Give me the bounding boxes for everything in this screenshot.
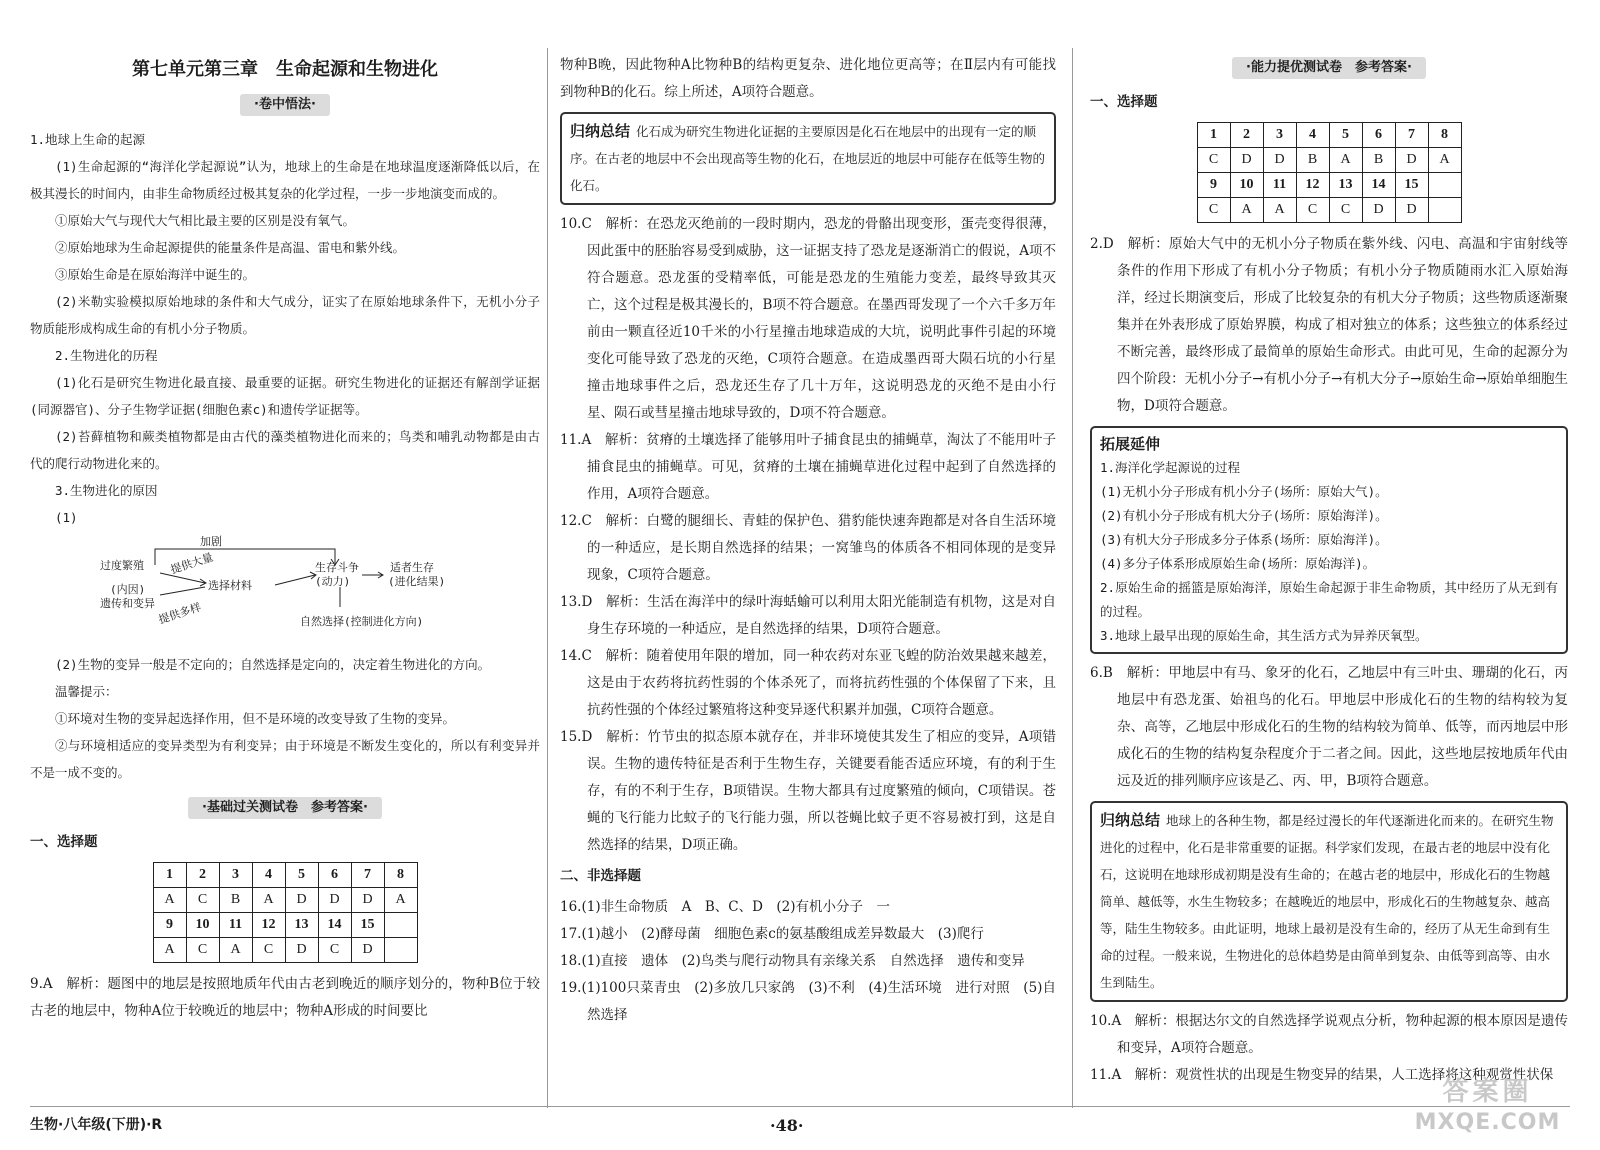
footer-divider xyxy=(30,1106,1570,1107)
table-row: 9 10 11 12 13 14 15 xyxy=(153,913,417,938)
table-row: 9 10 11 12 13 14 15 xyxy=(1197,173,1461,198)
answer-2: 2.D 解析：原始大气中的无机小分子物质在紫外线、闪电、高温和宇宙射线等条件的作用下形成了有机小分子物质；有机小分子物质随雨水汇入原始海洋，经过长期演变后，形成了比较复杂的有机大分子物质；这些物质逐渐聚集并在外表形成了原始界膜，构成了相对独立的体系；这些独立的体系经过不断完善，最终形成了最简单的原始生命形式。由此可见，生命的起源分为四个阶段：无机小分子→有机小分子→有机大分子→原始生命→原始单细胞生物，D项符合题意。 xyxy=(1090,236,1568,414)
diagram-selection-material: 选择材料 xyxy=(208,579,252,592)
right-column xyxy=(1090,52,1568,1089)
tip-heading: 温馨提示： xyxy=(55,684,118,699)
answer-19: 19.(1)100只菜青虫 (2)多放几只家鸽 (3)不利 (4)生活环境 进行对照 (5)自然选择 xyxy=(560,980,1056,1023)
extension-line-6: 2.原始生命的摇篮是原始海洋，原始生命起源于非生命物质，其中经历了从无到有的过程。 xyxy=(1100,580,1558,619)
section-pill-juanzhong: ·卷中悟法· xyxy=(30,91,540,118)
section-choice-2: 一、选择题 xyxy=(1090,94,1158,110)
diagram-provide-diverse: 提供多样 xyxy=(156,600,203,627)
table-row: A C A C D C D xyxy=(153,938,417,963)
text-plant-animal-origin: (2)苔藓植物和蕨类植物都是由古代的藻类植物进化而来的；鸟类和哺乳动物都是由古代的爬行动物进化来的。 xyxy=(30,429,540,471)
diagram-natural-selection: 自然选择(控制进化方向) xyxy=(300,615,424,628)
section-choice-1: 一、选择题 xyxy=(30,834,98,850)
diagram-struggle: 生存斗争 xyxy=(315,561,359,574)
section-nonchoice: 二、非选择题 xyxy=(560,868,641,884)
section-pill-ability-test: ·能力提优测试卷 参考答案· xyxy=(1090,54,1568,81)
answer-12: 12.C 解析：白鹭的腿细长、青蛙的保护色、猎豹能快速奔跑都是对各自生活环境的一种适应，是长期自然选择的结果；一窝雏鸟的体质各不相同体现的是变异现象，C项符合题意。 xyxy=(560,513,1056,583)
summary-box-evolution xyxy=(1090,801,1568,1002)
answer-11-ability: 11.A 解析：观赏性状的出现是生物变异的结果，人工选择将这种观赏性状保 xyxy=(1090,1067,1554,1083)
watermark-text-cn: 答案圈 xyxy=(1442,1077,1533,1107)
extension-line-2: (1)无机小分子形成有机小分子(场所：原始大气)。 xyxy=(1100,484,1388,499)
extension-line-4: (3)有机大分子形成多分子体系(场所：原始海洋)。 xyxy=(1100,532,1388,547)
diagram-internal-cause: (内因) xyxy=(110,583,146,596)
watermark-text-url: MXQE.COM xyxy=(1414,1110,1561,1135)
extension-line-1: 1.海洋化学起源说的过程 xyxy=(1100,460,1241,475)
answer-10-ability: 10.A 解析：根据达尔文的自然选择学说观点分析，物种起源的根本原因是遗传和变异，A项符合题意。 xyxy=(1090,1013,1568,1056)
diagram-over-reproduction: 过度繁殖 xyxy=(100,559,144,572)
diagram-jiaju: 加剧 xyxy=(200,535,222,548)
table-row: 1 2 3 4 5 6 7 8 xyxy=(153,863,417,888)
answer-18: 18.(1)直接 遗体 (2)鸟类与爬行动物具有亲缘关系 自然选择 遗传和变异 xyxy=(560,953,1025,969)
answer-table-basic xyxy=(153,862,418,963)
text-variation-direction: (2)生物的变异一般是不定向的；自然选择是定向的，决定着生物进化的方向。 xyxy=(55,657,491,672)
tip-1: ①环境对生物的变异起选择作用，但不是环境的改变导致了生物的变异。 xyxy=(55,711,456,726)
heading-evolution-cause: 3.生物进化的原因 xyxy=(55,483,158,498)
natural-selection-diagram xyxy=(100,535,520,645)
answer-14: 14.C 解析：随着使用年限的增加，同一种农药对东亚飞蝗的防治效果越来越差，这是由于农药将抗药性弱的个体杀死了，而将抗药性强的个体保留了下来，且抗药性强的个体经过繁殖将这种变异逐代积累并加强，C项符合题意。 xyxy=(560,648,1056,718)
table-row: C A A C C D D xyxy=(1197,198,1461,223)
diagram-evolution-result: (进化结果) xyxy=(388,575,446,588)
answer-10: 10.C 解析：在恐龙灭绝前的一段时期内，恐龙的骨骼出现变形，蛋壳变得很薄，因此蛋中的胚胎容易受到威胁，这一证据支持了恐龙是逐渐消亡的假说，A项不符合题意。恐龙蛋的受精率低，可能是恐龙的生殖能力变差，最终导致其灭亡，这个过程是极其漫长的，B项不符合题意。在墨西哥发现了一个六千多万年前由一颗直径近10千米的小行星撞击地球造成的大坑，说明此事件引起的环境变化可能导致了恐龙的灭绝，C项符合题意。在造成墨西哥大陨石坑的小行星撞击地球事件之后，恐龙还生存了几十万年，这说明恐龙的灭绝不是由小行星、陨石或彗星撞击地球导致的，D项不符合题意。 xyxy=(560,216,1056,421)
table-row: C D D B A B D A xyxy=(1197,148,1461,173)
summary-box-text-2: 地球上的各种生物，都是经过漫长的年代逐渐进化而来的。在研究生物进化的过程中，化石是非常重要的证据。科学家们发现，在最古老的地层中没有化石，这说明在地球形成初期是没有生命的；在越古老的地层中，形成化石的生物越简单、越低等，水生生物较多；在越晚近的地层中，形成化石的生物越复杂、越高等，陆生生物较多。由此证明，地球上最初是没有生命的，经历了从无生命到有生命的过程。一般来说，生物进化的总体趋势是由简单到复杂、由低等到高等、由水生到陆生。 xyxy=(1100,813,1554,990)
heading-evolution-history: 2.生物进化的历程 xyxy=(55,348,158,363)
column-divider-2 xyxy=(1072,48,1073,1108)
extension-title: 拓展延伸 xyxy=(1100,435,1161,453)
diagram-heredity-variation: 遗传和变异 xyxy=(100,597,155,610)
text-point-2: ②原始地球为生命起源提供的能量条件是高温、雷电和紫外线。 xyxy=(55,240,406,255)
page-number: ·48· xyxy=(770,1116,804,1135)
heading-origin: 1.地球上生命的起源 xyxy=(30,132,146,147)
summary-box-title: 归纳总结 xyxy=(570,122,631,140)
section-pill-basic-test: ·基础过关测试卷 参考答案· xyxy=(30,794,540,821)
diagram-survival-fittest: 适者生存 xyxy=(390,561,434,574)
answer-9: 9.A 解析：题图中的地层是按照地质年代由古老到晚近的顺序划分的，物种B位于较古老的地层中，物种A位于较晚近的地层中；物种A形成的时间要比 xyxy=(30,976,540,1019)
middle-column xyxy=(560,52,1056,1029)
summary-box-title-2: 归纳总结 xyxy=(1100,811,1161,829)
extension-line-5: (4)多分子体系形成原始生命(场所：原始海洋)。 xyxy=(1100,556,1376,571)
summary-box-fossil xyxy=(560,112,1056,205)
diagram-driving-force: (动力) xyxy=(315,575,351,588)
answer-13: 13.D 解析：生活在海洋中的绿叶海蛞蝓可以利用太阳光能制造有机物，这是对自身生存环境的一种适应，是自然选择的结果，D项符合题意。 xyxy=(560,594,1056,637)
answer-17: 17.(1)越小 (2)酵母菌 细胞色素c的氨基酸组成差异数最大 (3)爬行 xyxy=(560,926,984,942)
answer-11: 11.A 解析：贫瘠的土壤选择了能够用叶子捕食昆虫的捕蝇草，淘汰了不能用叶子捕食昆虫的捕蝇草。可见，贫瘠的土壤在捕蝇草进化过程中起到了自然选择的作用，A项符合题意。 xyxy=(560,432,1056,502)
column-divider-1 xyxy=(547,48,548,1108)
answer-6: 6.B 解析：甲地层中有马、象牙的化石，乙地层中有三叶虫、珊瑚的化石，丙地层中有恐龙蛋、始祖鸟的化石。甲地层中形成化石的生物的结构较为复杂、高等，乙地层中形成化石的生物的结构较为简单、低等，而丙地层中形成化石的生物的结构复杂程度介于二者之间。因此，这些地层按地质年代由远及近的排列顺序应该是乙、丙、甲，B项符合题意。 xyxy=(1090,665,1568,789)
answer-table-ability xyxy=(1197,122,1462,223)
table-row: A C B A D D D A xyxy=(153,888,417,913)
text-ocean-theory: (1)生命起源的“海洋化学起源说”认为，地球上的生命是在地球温度逐渐降低以后，在极其漫长的时间内，由非生命物质经过极其复杂的化学过程，一步一步地演变而成的。 xyxy=(30,159,540,201)
left-column xyxy=(30,50,540,1025)
text-fossil-evidence: (1)化石是研究生物进化最直接、最重要的证据。研究生物进化的证据还有解剖学证据(同源器官)、分子生物学证据(细胞色素c)和遗传学证据等。 xyxy=(30,375,540,417)
answer-16: 16.(1)非生命物质 A B、C、D (2)有机小分子 一 xyxy=(560,899,891,915)
answer-15: 15.D 解析：竹节虫的拟态原本就存在，并非环境使其发生了相应的变异，A项错误。生物的遗传特征是否利于生物生存，关键要看能否适应环境，有的利于生存，有的不利于生存，B项错误。生物大都具有过度繁殖的倾向，C项错误。苍蝇的飞行能力比蚊子的飞行能力强，所以苍蝇比蚊子更不容易被打到，这是自然选择的结果，D项正确。 xyxy=(560,729,1056,853)
diagram-provide-large: 提供大量 xyxy=(168,550,215,577)
text-miller: (2)米勒实验模拟原始地球的条件和大气成分，证实了在原始地球条件下，无机小分子物质能形成构成生命的有机小分子物质。 xyxy=(30,294,540,336)
answer-9-continued: 物种B晚，因此物种A比物种B的结构更复杂、进化地位更高等；在Ⅱ层内有可能找到物种B的化石。综上所述，A项符合题意。 xyxy=(560,57,1056,100)
watermark-logo xyxy=(1395,1075,1580,1145)
summary-box-text: 化石成为研究生物进化证据的主要原因是化石在地层中的出现有一定的顺序。在古老的地层中不会出现高等生物的化石，在地层近的地层中可能存在低等生物的化石。 xyxy=(570,124,1046,193)
extension-box xyxy=(1090,426,1568,654)
table-row: 1 2 3 4 5 6 7 8 xyxy=(1197,123,1461,148)
diagram-label-1: (1) xyxy=(55,510,78,525)
chapter-title: 第七单元第三章 生命起源和生物进化 xyxy=(132,59,438,80)
text-point-3: ③原始生命是在原始海洋中诞生的。 xyxy=(55,267,256,282)
extension-line-3: (2)有机小分子形成有机大分子(场所：原始海洋)。 xyxy=(1100,508,1388,523)
tip-2: ②与环境相适应的变异类型为有利变异；由于环境是不断发生变化的，所以有利变异并不是一成不变的。 xyxy=(30,738,540,780)
extension-line-7: 3.地球上最早出现的原始生命，其生活方式为异养厌氧型。 xyxy=(1100,628,1428,643)
footer-subject: 生物·八年级(下册)·R xyxy=(30,1117,163,1133)
text-point-1: ①原始大气与现代大气相比最主要的区别是没有氧气。 xyxy=(55,213,356,228)
